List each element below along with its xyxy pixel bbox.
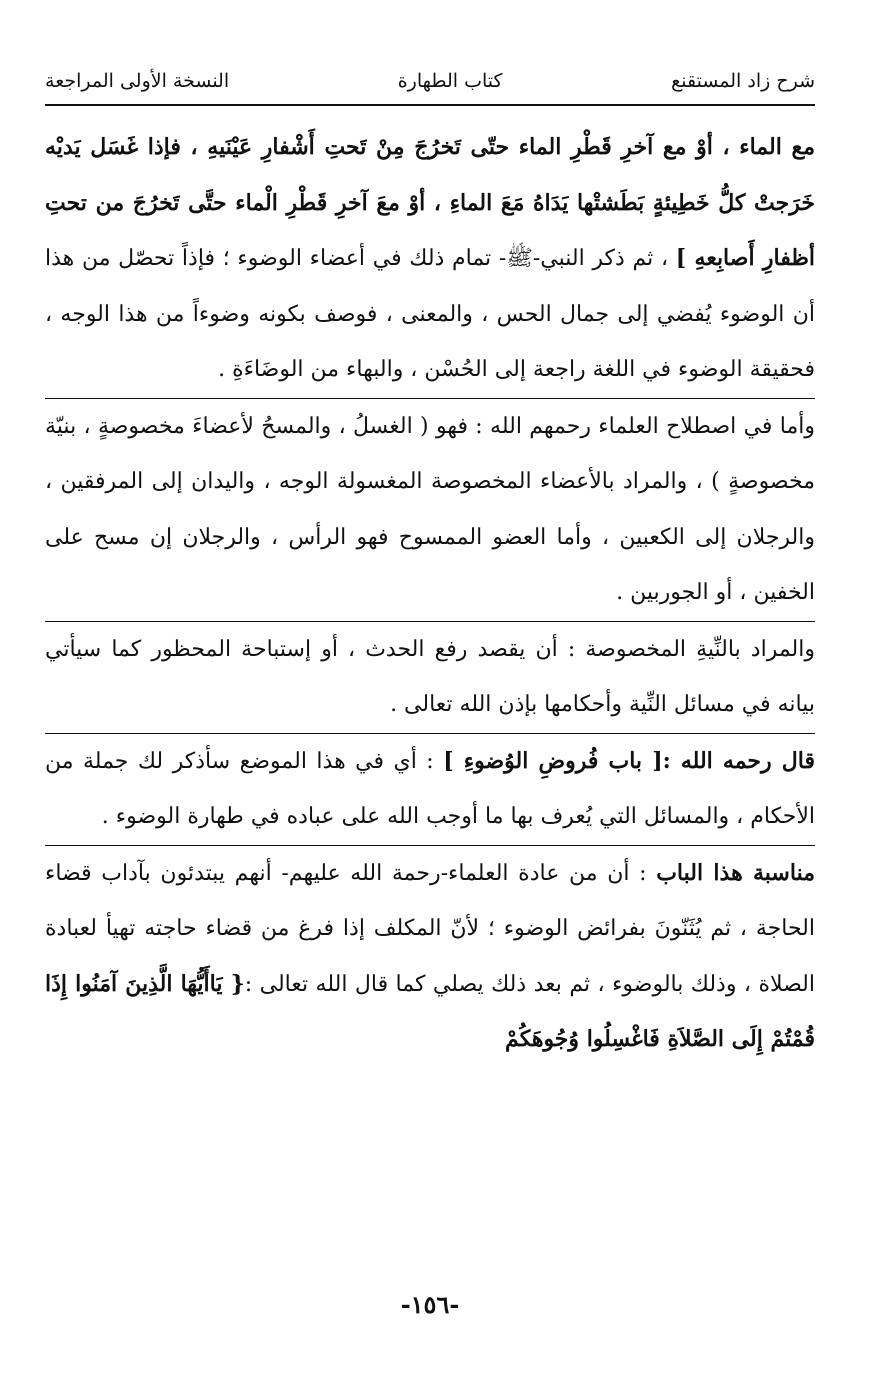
paragraph-terminology: وأما في اصطلاح العلماء رحمهم الله : فهو ( الغسلُ ، والمسحُ لأعضاءَ مخصوصةٍ ، بنيّة مخصوصةٍ ) ، والمراد بالأعضاء المخصوصة المغسولة الوجه ، واليدان إلى المرفقين ، والرجلان إلى الكعبين ، وأما العضو الممسوح فهو الرأس ، والرجلان إن مسح على الخفين ، أو الجوربين . (45, 413, 815, 605)
paragraph-intention: والمراد بالنِّيةِ المخصوصة : أن يقصد رفع الحدث ، أو إستباحة المحظور كما سيأتي بيانه في مسائل النِّية وأحكامها بإذن الله تعالى . (45, 636, 815, 717)
header-edition: النسخة الأولى المراجعة (45, 70, 230, 92)
hadith-text: مع الماء ، أوْ مع آخرِ قَطْرِ الماء حتّى تَخرُجَ مِنْ تَحتِ أَشْفارِ عَيْنَيهِ ، فإذا غَسَل يَديْه خَرَجتْ كلُّ خَطِيئةٍ بَطَشتْها يَدَاهُ مَعَ الماءِ ، أوْ معَ آخرِ قَطْرِ الْماء حتَّى تَخرُجَ من تحتِ أظفارِ أَصابِعهِ ] (45, 134, 815, 271)
quran-verse: { يَاأَيُّهَا الَّذِينَ آمَنُوا إِذَا قُمْتُمْ إِلَى الصَّلاَةِ فَاغْسِلُوا وُجُوهَكُمْ (45, 970, 815, 1052)
paragraph-hadith-continuation (45, 120, 815, 398)
running-header (45, 58, 815, 106)
section-lead: مناسبة هذا الباب (656, 859, 815, 886)
page-body (45, 120, 815, 1068)
paragraph-chapter-heading (45, 734, 815, 845)
paragraph-text: : أن من عادة العلماء-رحمة الله عليهم- أنهم يبتدئون بآداب قضاء الحاجة ، ثم يُثَنّونَ بفرائض الوضوء ؛ لأنّ المكلف إذا فرغ من قضاء حاجته تهيأ لعبادة الصلاة ، وذلك بالوضوء ، ثم بعد ذلك يصلي كما قال الله تعالى : (45, 860, 816, 997)
page-number: -١٥٦- (400, 1290, 460, 1319)
header-book-title: شرح زاد المستقنع (671, 70, 815, 92)
document-page (45, 58, 815, 1358)
header-chapter: كتاب الطهارة (397, 70, 503, 92)
paragraph-text: : أي في هذا الموضع سأذكر لك جملة من الأحكام ، والمسائل التي يُعرف بها ما أوجب الله على عباده في طهارة الوضوء . (45, 748, 815, 829)
paragraph-text: ، ثم ذكر النبي-ﷺ- تمام ذلك في أعضاء الوضوء ؛ فإذاً تحصّل من هذا أن الوضوء يُفضي إلى جمال الحس ، والمعنى ، فوصف بكونه وضوءاً من هذا الوجه ، فحقيقة الوضوء في اللغة راجعة إلى الحُسْن ، والبهاء من الوضَاءَةِ . (45, 246, 815, 382)
chapter-heading: قال رحمه الله :[ باب فُروضِ الوُضوءِ ] (443, 747, 815, 774)
paragraph-relevance (45, 846, 815, 1068)
